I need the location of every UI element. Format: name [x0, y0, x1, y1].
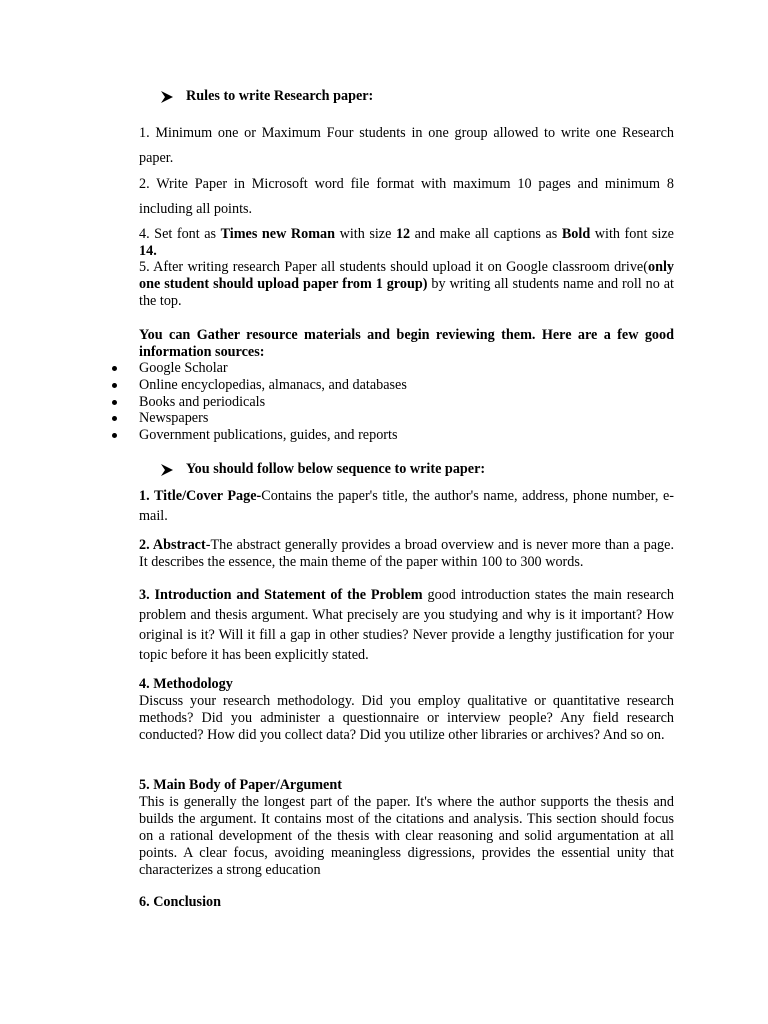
rule-5-text-a: 5. After writing research Paper all students should upload it on Google classroom drive( [139, 259, 648, 275]
bullet-icon [112, 366, 117, 371]
rules-heading [160, 88, 373, 105]
sequence-heading-text: You should follow below sequence to write paper: [186, 461, 486, 477]
list-item-label: Newspapers [139, 410, 209, 427]
section-introduction [139, 585, 674, 665]
rule-4-caption-size: 14. [139, 243, 157, 259]
section-methodology-text: Discuss your research methodology. Did you employ qualitative or quantitative research methods? Did you administer a questionnaire or interview people? Any field research conducted? How did you collect data? Did you utilize other libraries or archives? And so on. [139, 693, 674, 743]
bullet-icon [112, 416, 117, 421]
rule-4-bold-word: Bold [561, 226, 591, 242]
arrow-bullet-icon [160, 90, 174, 104]
section-abstract-heading: 2. Abstract [139, 537, 206, 553]
section-introduction-heading: 3. Introduction and Statement of the Problem [139, 587, 423, 603]
rule-4-text-g: with font size [590, 226, 674, 242]
rule-5-text-c: by writing all students name and roll no at the top. [139, 276, 674, 309]
rule-4-text-c: with size [335, 226, 396, 242]
resources-intro: You can Gather resource materials and begin reviewing them. Here are a few good information sources: [139, 327, 674, 360]
section-abstract [139, 537, 674, 571]
rule-4-font-name: Times new Roman [220, 226, 336, 242]
rule-4 [139, 226, 674, 260]
rule-5 [139, 259, 674, 310]
list-item [110, 377, 670, 394]
section-main-body-text: This is generally the longest part of the paper. It's where the author supports the thesis and builds the argument. It contains most of the citations and analysis. This section should focus on a rational development of the thesis with clear reasoning and solid argumentation at all points. A clear focus, avoiding meaningless digressions, provides the essential unity that characterizes a strong education [139, 794, 674, 878]
list-item-label: Google Scholar [139, 360, 228, 376]
bullet-icon [112, 433, 117, 438]
resources-list [110, 360, 670, 444]
list-item-label: Government publications, guides, and reports [139, 427, 398, 444]
rule-4-text-e: and make all captions as [410, 226, 562, 242]
section-conclusion-heading: 6. Conclusion [139, 894, 221, 910]
section-abstract-text: -The abstract generally provides a broad overview and is never more than a page. It describes the essence, the main theme of the paper within 100 to 300 words. [139, 537, 674, 570]
section-title-cover-heading: 1. Title/Cover Page- [139, 488, 262, 504]
list-item [110, 394, 670, 411]
rules-heading-text: Rules to write Research paper: [186, 88, 374, 104]
rule-4-size: 12 [395, 226, 411, 242]
section-title-cover-text: Contains the paper's title, the author's name, address, phone number, e-mail. [139, 488, 674, 524]
list-item [110, 410, 670, 427]
bullet-icon [112, 400, 117, 405]
rule-5-emphasis: only one student should upload paper from 1 group) [139, 259, 674, 292]
list-item-label: Online encyclopedias, almanacs, and databases [139, 376, 407, 393]
list-item [110, 427, 670, 444]
rule-2: 2. Write Paper in Microsoft word file format with maximum 10 pages and minimum 8 including all points. [139, 176, 674, 217]
section-title-cover [139, 486, 674, 526]
rule-4-text-a: 4. Set font as [139, 226, 221, 242]
section-main-body [139, 777, 674, 879]
bullet-icon [112, 383, 117, 388]
list-item-label: Books and periodicals [139, 393, 266, 410]
rule-1: 1. Minimum one or Maximum Four students in one group allowed to write one Research paper. [139, 125, 674, 166]
section-introduction-text: good introduction states the main research problem and thesis argument. What precisely are you studying and why is it important? How original is it? Will it fill a gap in other studies? Never provide a lengthy justification for your topic before it has been explicitly stated. [139, 587, 674, 663]
sequence-heading [160, 461, 485, 478]
list-item [110, 360, 670, 377]
section-methodology-heading: 4. Methodology [139, 676, 233, 692]
section-main-body-heading: 5. Main Body of Paper/Argument [139, 777, 342, 793]
arrow-bullet-icon [160, 463, 174, 477]
section-methodology [139, 676, 674, 744]
